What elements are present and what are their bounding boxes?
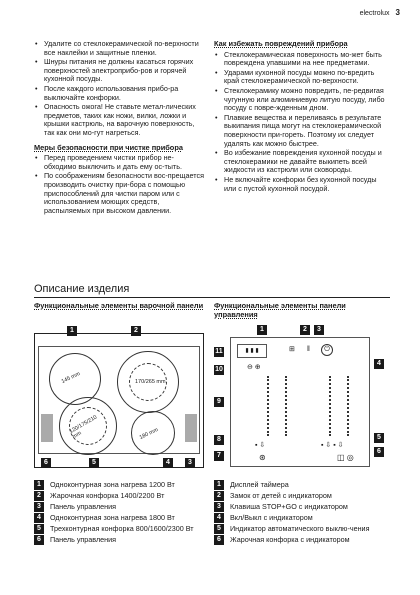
list-item: • Удалите со стеклокерамической по-верхности все наклейки и защитные пленки. [34,40,204,57]
legend-text: Жарочная конфорка с индикатором [230,535,350,544]
roasting-zone-icon[interactable]: ⊛ [259,453,266,462]
legend-item [34,491,204,500]
slider-4[interactable] [347,376,353,436]
legend-number: 6 [34,535,44,545]
list-item: • Стеклокерамическая поверхность мо-жет быть повреждена упавшими на нее предметами. [214,51,390,68]
legend-text: Жарочная конфорка 1400/2200 Вт [50,491,165,500]
list-item: • Шнуры питания не должны касаться горячих поверхностей электроприбо-ров и горячей кухонной посуды. [34,58,204,84]
zone-4-label: 180 mm [138,427,160,441]
zone-2-label: 170/265 mm [135,379,166,385]
legend-number: 1 [214,480,224,490]
safety-list [34,40,204,138]
list-item: • Опасность ожога! Не ставьте метал-лических предметов, таких как ножи, вилки, ложки и крышки кастрюль, на варочную поверхность, так как они мо-гут нагреться. [34,103,204,137]
legend-text: Панель управления [50,535,117,544]
zone-indicator-1-icon: ▪ ⇩ [255,442,266,449]
legend-number: 2 [34,491,44,501]
legend-number: 4 [214,513,224,523]
legend-text: Одноконтурная зона нагрева 1200 Вт [50,480,175,489]
list-item: • После каждого использования прибо-ра выключайте конфорки. [34,85,204,102]
control-area-right [185,414,197,442]
hob-surface [38,346,200,454]
ctrl-callout-9: 9 [214,397,224,407]
legend-text: Одноконтурная зона нагрева 1800 Вт [50,513,175,522]
legend-item [34,535,204,544]
legend-item [34,480,204,489]
page-header [360,9,400,19]
list-item: • Плавкие вещества и переливаясь в результате выкипания пища могут на стеклокерамической поверхности при-гореть. Поэтому их следует удалять как можно быстрее. [214,114,390,148]
legend-text: Трехконтурная конфорка 800/1600/2300 Вт [50,524,194,533]
legend-text: Вкл/Выкл с индикатором [230,513,313,522]
hob-callout-1: 1 [67,326,77,336]
damage-title: Как избежать повреждений прибора [214,39,348,48]
list-item: • Стеклокерамику можно повредить, пе-редвигая чугунную или алюминиевую литую посуду, либо посуду с повре-жденным дном. [214,87,390,113]
controls-title: Функциональные элементы панели управления [214,301,346,319]
stop-go-icon[interactable]: ‖ [307,346,310,353]
list-item: • Во избежание повреждения кухонной посуды и стеклокерамики не давайте выкипеть всей жидкости из кастрюли или сковороды. [214,149,390,175]
legend-item [34,524,204,533]
section-rule [34,297,390,298]
controls-diagram [214,325,390,468]
legend-number: 2 [214,491,224,501]
ctrl-callout-2: 2 [300,325,310,335]
legend-number: 5 [214,524,224,534]
list-item: • Не включайте конфорки без кухонной посуды или с пустой кухонной посудой. [214,176,390,193]
legend-text: Панель управления [50,502,117,511]
legend-item [214,513,390,522]
lock-icon[interactable]: ⊞ [289,346,295,353]
hob-legend [34,480,204,546]
hob-diagram [34,327,204,468]
left-column [34,40,204,216]
legend-item [214,524,390,533]
timer-display: ▮ ▮ ▮ [237,344,267,358]
legend-item [214,480,390,489]
hob-callout-3: 3 [185,458,195,468]
ctrl-callout-11: 11 [215,348,223,355]
list-item: • Ударами кухонной посуды можно по-вредить край стеклокерамической по-верхности. [214,69,390,86]
ctrl-callout-4: 4 [374,359,384,369]
hob-callout-2: 2 [131,326,141,336]
list-item: • По соображениям безопасности вос-прещается производить очистку при-бора с помощью приспособлений для чистки паром или с использованием моющих средств, распыляемых при высоком давлении. [34,172,204,215]
ctrl-callout-7: 7 [214,451,224,461]
control-area-left [41,414,53,442]
legend-number: 3 [34,502,44,512]
cleaning-list [34,154,204,215]
hob-callout-6: 6 [41,458,51,468]
legend-number: 6 [214,535,224,545]
ctrl-callout-3: 3 [314,325,324,335]
ctrl-callout-6: 6 [374,447,384,457]
power-icon[interactable]: ⏻ [321,344,333,356]
zone-3-label: 120/175/210 mm [68,414,99,441]
timer-key-icon[interactable]: ⊖ ⊕ [247,364,261,371]
zone-1-label: 145 mm [60,371,82,385]
slider-2[interactable] [285,376,291,436]
hob-title: Функциональные элементы варочной панели [34,301,204,310]
legend-item [214,535,390,544]
right-column [214,40,390,194]
legend-number: 3 [214,502,224,512]
legend-item [214,491,390,500]
legend-number: 1 [34,480,44,490]
legend-number: 4 [34,513,44,523]
cleaning-title: Меры безопасности при чистке прибора [34,142,183,152]
slider-3[interactable] [329,376,335,436]
hob-callout-5: 5 [89,458,99,468]
legend-text: Замок от детей с индикатором [230,491,332,500]
control-panel [230,337,370,467]
legend-text: Дисплей таймера [230,480,289,489]
legend-item [34,502,204,511]
section-title: Описание изделия [34,283,130,295]
auto-off-icon: ◫ ◎ [337,453,354,462]
ctrl-callout-1: 1 [257,325,267,335]
controls-legend [214,480,390,546]
brand-name: electrolux [359,10,390,17]
list-item: • Перед проведением чистки прибор не-обходимо выключить и дать ему ос-тыть. [34,154,204,171]
ctrl-callout-5: 5 [374,433,384,443]
zone-indicator-2-icon: ▪ ⇩ ▪ ⇩ [321,442,344,449]
ctrl-callout-8: 8 [214,435,224,445]
legend-text: Клавиша STOP+GO с индикатором [230,502,348,511]
legend-item [214,502,390,511]
legend-item [34,513,204,522]
legend-number: 5 [34,524,44,534]
ctrl-callout-10: 10 [215,366,223,373]
slider-1[interactable] [267,376,273,436]
hob-callout-4: 4 [163,458,173,468]
damage-list [214,51,390,194]
legend-text: Индикатор автоматического выклю-чения [230,524,370,533]
page-number: 3 [395,8,400,17]
